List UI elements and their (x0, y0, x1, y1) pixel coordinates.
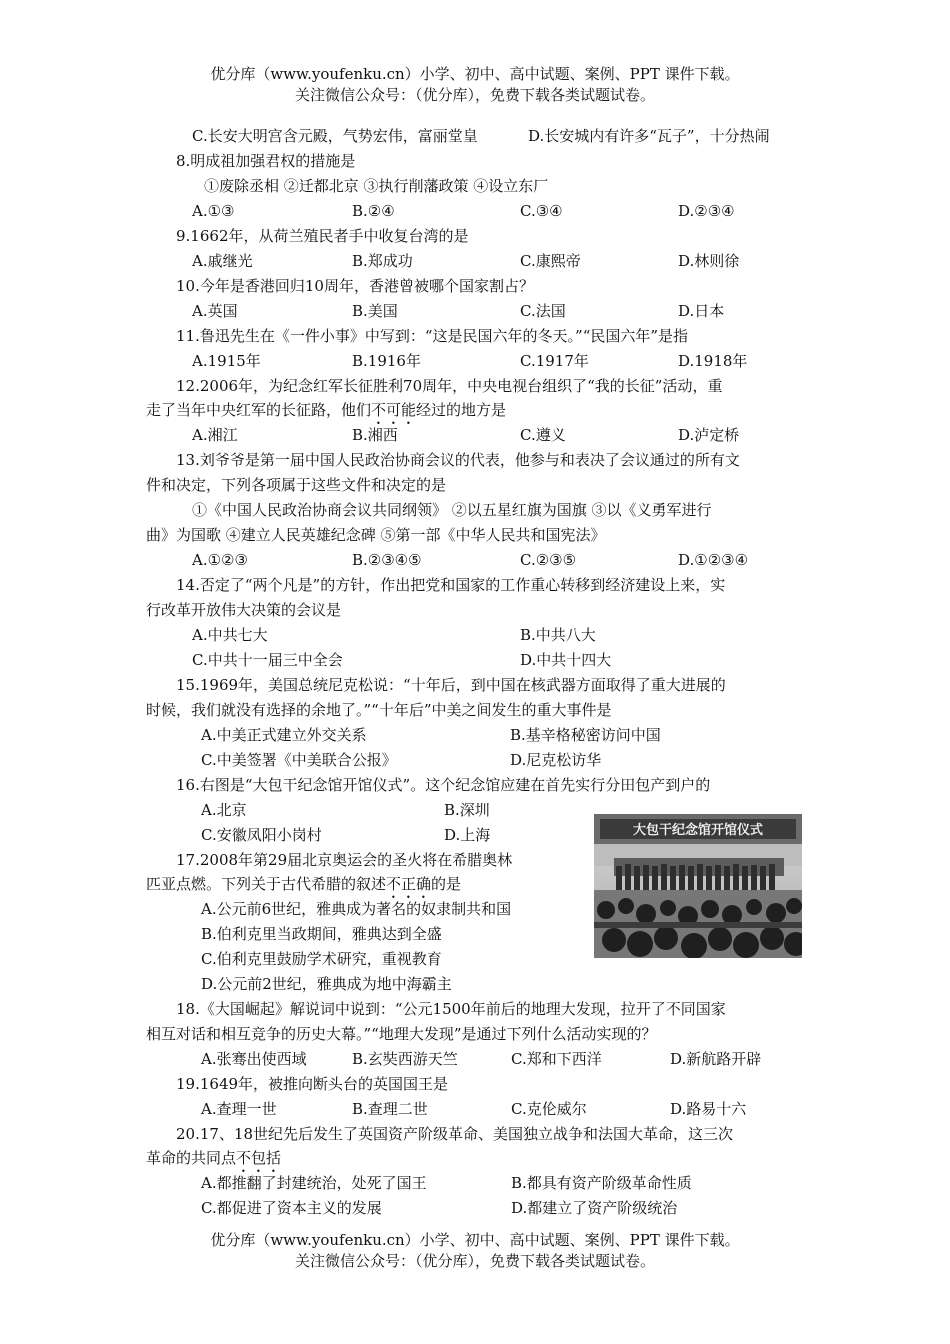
q20-stem-line2: 革命的共同点不包括 (146, 1149, 282, 1167)
q9-option-c: C.康熙帝 (520, 252, 581, 270)
q18-stem-line1: 18.《大国崛起》解说词中说到：“公元1500年前后的地理大发现，拉开了不同国家 (176, 1000, 726, 1018)
q20-option-b: B.都具有资产阶级革命性质 (511, 1174, 692, 1192)
q13-option-c: C.②③⑤ (520, 551, 577, 569)
q12-option-d: D.泸定桥 (678, 426, 740, 444)
q17-option-a: A.公元前6世纪，雅典成为著名的奴隶制共和国 (201, 900, 512, 918)
q14-option-a: A.中共七大 (192, 626, 268, 644)
q8-stem: 8.明成祖加强君权的措施是 (176, 152, 356, 170)
q12-emphasis: 不可能 (371, 401, 417, 419)
q15-stem-line1: 15.1969年，美国总统尼克松说：“十年后，到中国在核武器方面取得了重大进展的 (176, 676, 726, 694)
page-header-line2: 关注微信公众号：（优分库），免费下载各类试题试卷。 (294, 86, 655, 104)
page-footer-line2: 关注微信公众号：（优分库），免费下载各类试题试卷。 (294, 1252, 655, 1270)
q17-stem-line1: 17.2008年第29届北京奥运会的圣火将在希腊奥林 (176, 851, 513, 869)
photo-banner-text: 大包干纪念馆开馆仪式 (632, 823, 764, 838)
q12-option-a: A.湘江 (192, 426, 238, 444)
q14-stem-line1: 14.否定了“两个凡是”的方针，作出把党和国家的工作重心转移到经济建设上来，实 (176, 576, 726, 594)
q7-option-d: D.长安城内有许多“瓦子”，十分热闹 (528, 127, 770, 145)
q15-options-row1 (201, 724, 811, 746)
q8-option-a: A.①③ (192, 202, 235, 220)
q8-option-b: B.②④ (352, 202, 395, 220)
q14-option-c: C.中共十一届三中全会 (192, 651, 343, 669)
q10-stem: 10.今年是香港回归10周年，香港曾被哪个国家割占？ (176, 277, 534, 295)
q18-options (201, 1048, 811, 1070)
q10-options (192, 300, 812, 322)
q20-emphasis: 不包括 (236, 1149, 282, 1167)
q10-option-b: B.美国 (352, 302, 398, 320)
q8-items: ①废除丞相 ②迁都北京 ③执行削藩政策 ④设立东厂 (204, 177, 549, 195)
q14-option-b: B.中共八大 (520, 626, 596, 644)
q11-option-b: B.1916年 (352, 352, 421, 370)
q20-option-a: A.都推翻了封建统治，处死了国王 (201, 1174, 427, 1192)
q14-options-row2 (192, 649, 812, 671)
q19-option-a: A.查理一世 (201, 1100, 277, 1118)
q15-option-d: D.尼克松访华 (510, 751, 602, 769)
q15-option-a: A.中美正式建立外交关系 (201, 726, 367, 744)
q20-option-c: C.都促进了资本主义的发展 (201, 1199, 382, 1217)
q8-options (192, 200, 812, 222)
q11-option-d: D.1918年 (678, 352, 748, 370)
q9-options (192, 250, 812, 272)
q12-option-b: B.湘西 (352, 426, 398, 444)
q16-option-a: A.北京 (201, 801, 247, 819)
q12-options (192, 424, 812, 446)
q10-option-c: C.法国 (520, 302, 566, 320)
q11-options (192, 350, 812, 372)
q20-options-row2 (201, 1197, 811, 1219)
q12-stem-line2: 走了当年中央红军的长征路，他们不可能经过的地方是 (146, 401, 507, 419)
q14-option-d: D.中共十四大 (520, 651, 612, 669)
q16-option-b: B.深圳 (444, 801, 490, 819)
q11-stem: 11.鲁迅先生在《一件小事》中写到：“这是民国六年的冬天。”“民国六年”是指 (176, 327, 689, 345)
q17-stem-line2: 匹亚点燃。下列关于古代希腊的叙述不正确的是 (146, 875, 462, 893)
q13-options (192, 549, 812, 571)
q16-options-row1 (201, 799, 581, 821)
q13-option-b: B.②③④⑤ (352, 551, 422, 569)
q17-option-c: C.伯利克里鼓励学术研究，重视教育 (201, 950, 442, 968)
q16-option-d: D.上海 (444, 826, 491, 844)
q10-option-a: A.英国 (192, 302, 238, 320)
q16-options-row2 (201, 824, 581, 846)
q20-option-d: D.都建立了资产阶级统治 (511, 1199, 678, 1217)
q14-options-row1 (192, 624, 812, 646)
q16-stem: 16.右图是“大包干纪念馆开馆仪式”。这个纪念馆应建在首先实行分田包产到户的 (176, 776, 711, 794)
q7-option-c: C.长安大明宫含元殿，气势宏伟，富丽堂皇 (192, 127, 478, 145)
q12-option-c: C.遵义 (520, 426, 566, 444)
q19-option-c: C.克伦威尔 (511, 1100, 587, 1118)
q19-options (201, 1098, 811, 1120)
q13-items-line2: 曲》为国歌 ④建立人民英雄纪念碑 ⑤第一部《中华人民共和国宪法》 (146, 526, 606, 544)
q9-option-d: D.林则徐 (678, 252, 740, 270)
q15-option-c: C.中美签署《中美联合公报》 (201, 751, 397, 769)
q13-option-a: A.①②③ (192, 551, 248, 569)
q18-stem-line2: 相互对话和相互竞争的历史大幕。”“地理大发现”是通过下列什么活动实现的？ (146, 1025, 657, 1043)
q16-option-c: C.安徽凤阳小岗村 (201, 826, 322, 844)
q15-stem-line2: 时候，我们就没有选择的余地了。”“十年后”中美之间发生的重大事件是 (146, 701, 612, 719)
q10-option-d: D.日本 (678, 302, 725, 320)
q12-stem-line1: 12.2006年，为纪念红军长征胜利70周年，中央电视台组织了“我的长征”活动，重 (176, 377, 723, 395)
q20-stem-line1: 20.17、18世纪先后发生了英国资产阶级革命、美国独立战争和法国大革命，这三次 (176, 1125, 734, 1143)
page-footer-line1: 优分库（www.youfenku.cn）小学、初中、高中试题、案例、PPT 课件下载。 (210, 1231, 740, 1249)
q8-option-c: C.③④ (520, 202, 563, 220)
q7-options (192, 125, 812, 147)
q18-option-d: D.新航路开辟 (670, 1050, 762, 1068)
ceremony-photo (594, 814, 802, 958)
q9-option-b: B.郑成功 (352, 252, 413, 270)
q13-items-line1: ①《中国人民政治协商会议共同纲领》 ②以五星红旗为国旗 ③以《义勇军进行 (192, 501, 712, 519)
q13-stem-line2: 件和决定，下列各项属于这些文件和决定的是 (146, 476, 447, 494)
q9-option-a: A.戚继光 (192, 252, 253, 270)
q19-option-b: B.查理二世 (352, 1100, 428, 1118)
q20-options-row1 (201, 1172, 811, 1194)
ceremony-photo-graphic (594, 814, 802, 958)
q17-emphasis: 不正确 (386, 875, 432, 893)
q13-stem-line1: 13.刘爷爷是第一届中国人民政治协商会议的代表，他参与和表决了会议通过的所有文 (176, 451, 740, 469)
q18-option-a: A.张骞出使西域 (201, 1050, 307, 1068)
q17-option-d: D.公元前2世纪，雅典成为地中海霸主 (201, 975, 452, 993)
q11-option-c: C.1917年 (520, 352, 589, 370)
q17-option-b: B.伯利克里当政期间，雅典达到全盛 (201, 925, 442, 943)
q9-stem: 9.1662年，从荷兰殖民者手中收复台湾的是 (176, 227, 469, 245)
q8-option-d: D.②③④ (678, 202, 735, 220)
q15-option-b: B.基辛格秘密访问中国 (510, 726, 661, 744)
q13-option-d: D.①②③④ (678, 551, 749, 569)
q15-options-row2 (201, 749, 811, 771)
page-header-line1: 优分库（www.youfenku.cn）小学、初中、高中试题、案例、PPT 课件下载。 (210, 65, 740, 83)
q19-stem: 19.1649年，被推向断头台的英国国王是 (176, 1075, 449, 1093)
q18-option-c: C.郑和下西洋 (511, 1050, 602, 1068)
q18-option-b: B.玄奘西游天竺 (352, 1050, 458, 1068)
q14-stem-line2: 行改革开放伟大决策的会议是 (146, 601, 342, 619)
q11-option-a: A.1915年 (192, 352, 261, 370)
q19-option-d: D.路易十六 (670, 1100, 747, 1118)
